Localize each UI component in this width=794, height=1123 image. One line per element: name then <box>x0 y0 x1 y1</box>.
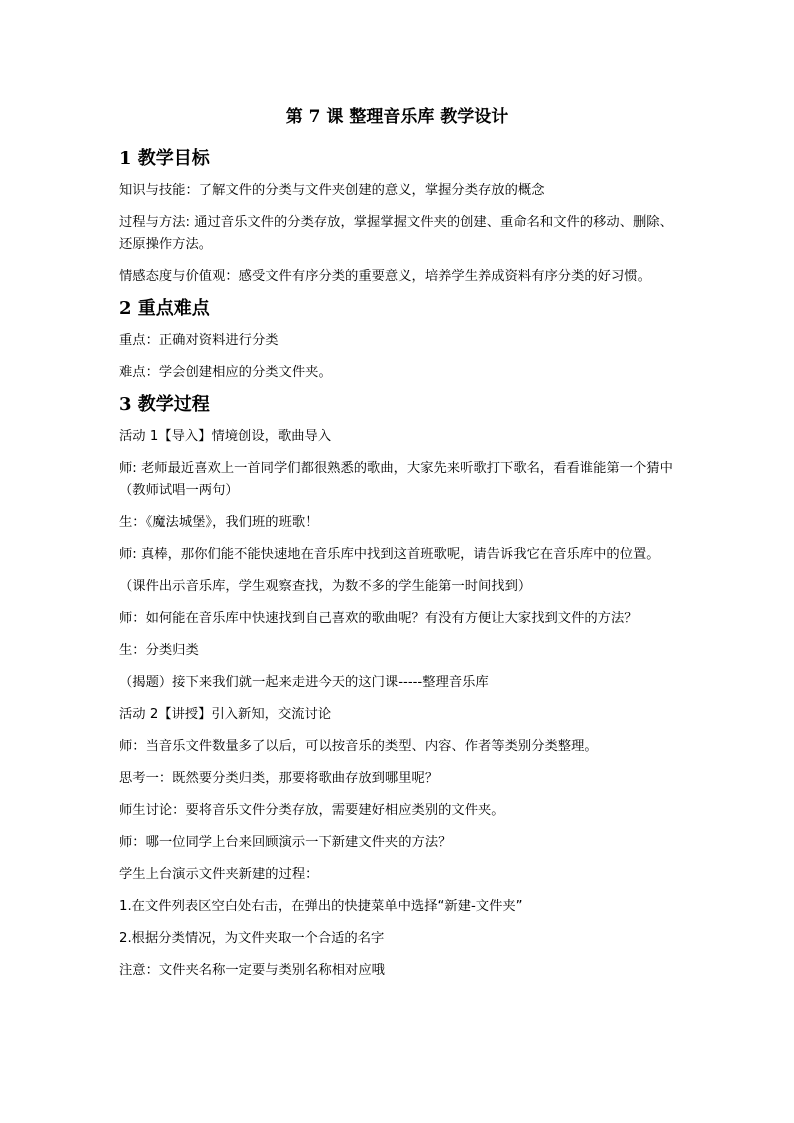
paragraph: 师：如何能在音乐库中快速找到自己喜欢的歌曲呢？有没有方便让大家找到文件的方法？ <box>119 611 638 626</box>
section-heading-objectives: 1 教学目标 <box>119 148 210 169</box>
paragraph: 2.根据分类情况，为文件夹取一个合适的名字 <box>119 931 385 946</box>
paragraph: 生：分类归类 <box>119 643 199 658</box>
paragraph: 重点：正确对资料进行分类 <box>119 333 279 348</box>
document-title: 第 7 课 整理音乐库 教学设计 <box>285 107 509 127</box>
paragraph: 过程与方法: 通过音乐文件的分类存放，掌握掌握文件夹的创建、重命名和文件的移动、删除、还原操作方法。 <box>119 215 673 252</box>
paragraph: 知识与技能：了解文件的分类与文件夹创建的意义，掌握分类存放的概念 <box>119 183 545 198</box>
paragraph: 情感态度与价值观：感受文件有序分类的重要意义，培养学生养成资料有序分类的好习惯。 <box>119 269 651 284</box>
paragraph: 难点：学会创建相应的分类文件夹。 <box>119 365 332 380</box>
paragraph: 师生讨论：要将音乐文件分类存放，需要建好相应类别的文件夹。 <box>119 803 505 818</box>
paragraph: 注意：文件夹名称一定要与类别名称相对应哦 <box>119 963 385 978</box>
paragraph: 思考一：既然要分类归类，那要将歌曲存放到哪里呢？ <box>119 771 439 786</box>
paragraph: 活动 2【讲授】引入新知，交流讨论 <box>119 707 332 722</box>
paragraph: （课件出示音乐库，学生观察查找，为数不多的学生能第一时间找到） <box>119 579 532 594</box>
paragraph: 师: 真棒，那你们能不能快速地在音乐库中找到这首班歌呢，请告诉我它在音乐库中的位置。 <box>119 547 660 562</box>
paragraph: （揭题）接下来我们就一起来走进今天的这门课-----整理音乐库 <box>119 675 489 690</box>
section-heading-key-points: 2 重点难点 <box>119 298 210 319</box>
paragraph: 学生上台演示文件夹新建的过程： <box>119 867 319 882</box>
section-heading-process: 3 教学过程 <box>119 394 210 415</box>
paragraph: 师：哪一位同学上台来回顾演示一下新建文件夹的方法？ <box>119 835 452 850</box>
paragraph: 师: 老师最近喜欢上一首同学们都很熟悉的歌曲，大家先来听歌打下歌名，看看谁能第一个猜中（教师试唱一两句） <box>119 461 673 498</box>
document-body <box>119 148 681 992</box>
paragraph: 活动 1【导入】情境创设，歌曲导入 <box>119 429 332 444</box>
paragraph: 生：《魔法城堡》，我们班的班歌！ <box>119 515 319 530</box>
paragraph: 师：当音乐文件数量多了以后，可以按音乐的类型、内容、作者等类别分类整理。 <box>119 739 598 754</box>
paragraph: 1.在文件列表区空白处右击，在弹出的快捷菜单中选择“新建-文件夹” <box>119 899 523 914</box>
